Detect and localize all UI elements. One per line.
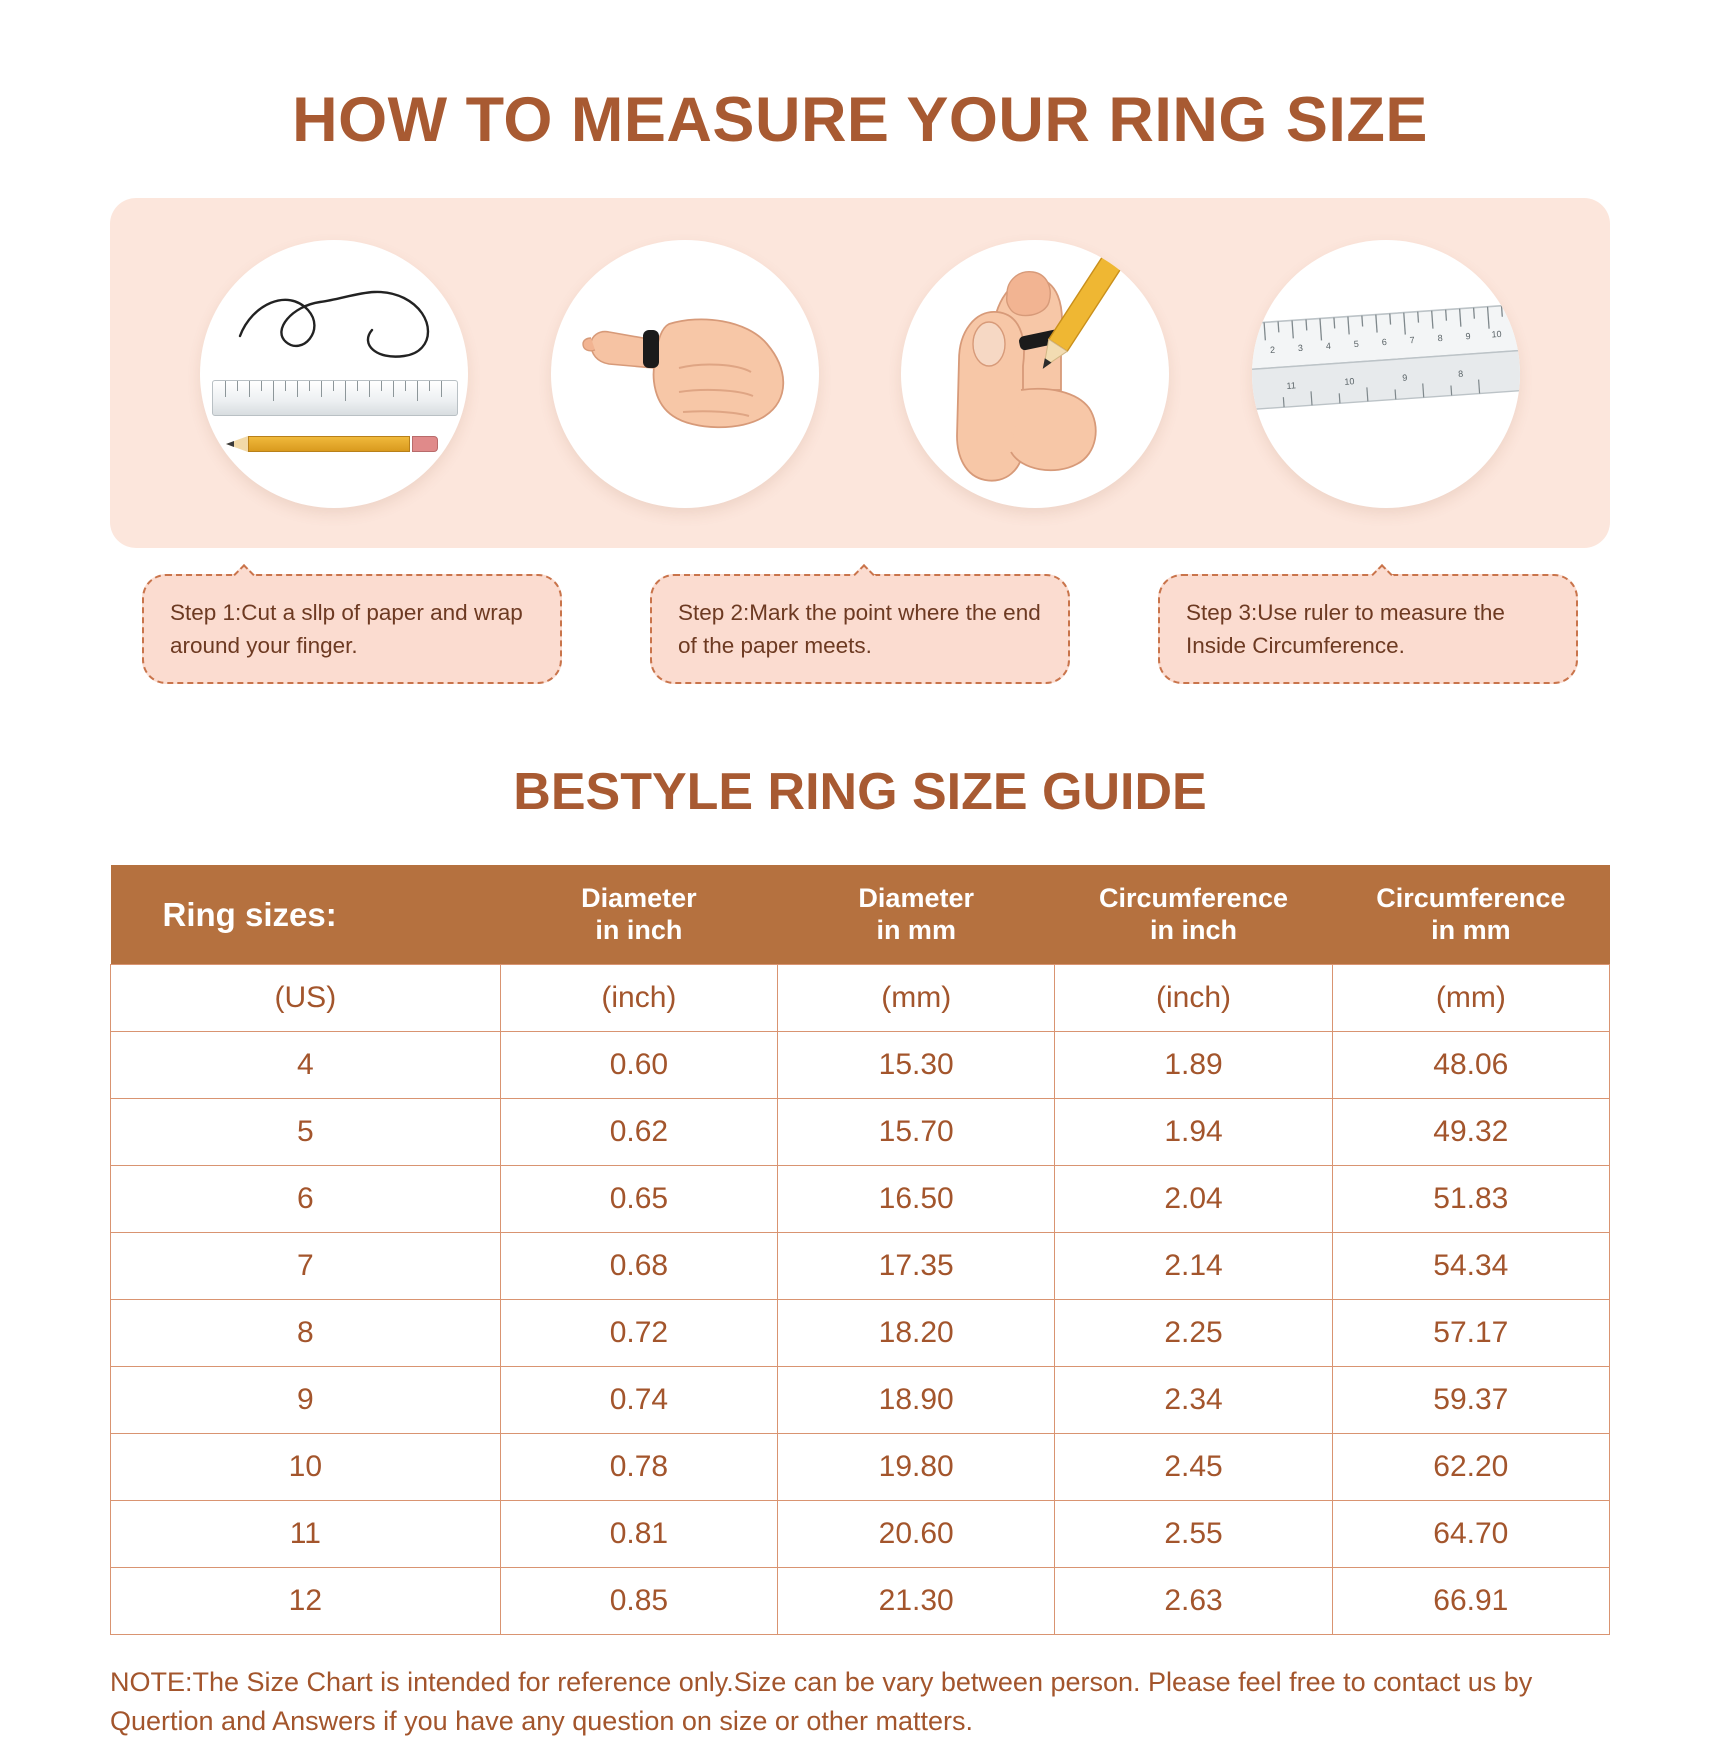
callout-pointer-icon [852, 561, 880, 577]
col-header-circumference-inch: Circumference in inch [1055, 865, 1332, 964]
step-callouts [110, 574, 1610, 685]
cell-diameter-mm: 15.30 [778, 1032, 1055, 1099]
cell-diameter-mm: 18.20 [778, 1300, 1055, 1367]
table-header [111, 865, 1610, 964]
table-row [111, 1233, 1610, 1300]
guide-title: BESTYLE RING SIZE GUIDE [513, 763, 1207, 822]
table-row [111, 1099, 1610, 1166]
cell-diameter-inch: 0.72 [500, 1300, 777, 1367]
svg-text:5: 5 [1353, 338, 1360, 349]
cell-diameter-inch: 0.68 [500, 1233, 777, 1300]
ruler-icon [1252, 240, 1520, 508]
steps-illustration-panel [110, 198, 1610, 548]
unit-mm-1: (mm) [778, 965, 1055, 1032]
paper-strip-icon [200, 240, 468, 508]
col-header-ring-sizes: Ring sizes: [111, 865, 501, 964]
cell-circumference-mm: 49.32 [1332, 1099, 1609, 1166]
cell-diameter-inch: 0.85 [500, 1568, 777, 1635]
cell-diameter-mm: 17.35 [778, 1233, 1055, 1300]
cell-circumference-inch: 2.34 [1055, 1367, 1332, 1434]
cell-size: 10 [111, 1434, 501, 1501]
svg-text:9: 9 [1465, 330, 1471, 342]
table-row [111, 1568, 1610, 1635]
cell-size: 12 [111, 1568, 501, 1635]
cell-diameter-inch: 0.74 [500, 1367, 777, 1434]
cell-diameter-mm: 18.90 [778, 1367, 1055, 1434]
cell-circumference-mm: 66.91 [1332, 1568, 1609, 1635]
svg-text:2: 2 [1269, 344, 1276, 355]
cell-diameter-inch: 0.62 [500, 1099, 777, 1166]
cell-diameter-mm: 20.60 [778, 1501, 1055, 1568]
svg-text:8: 8 [1437, 332, 1443, 344]
ring-size-table [110, 865, 1610, 1635]
cell-diameter-inch: 0.60 [500, 1032, 777, 1099]
ruler-icon [212, 380, 458, 416]
cell-circumference-mm: 57.17 [1332, 1300, 1609, 1367]
cell-circumference-mm: 51.83 [1332, 1166, 1609, 1233]
svg-text:11: 11 [1286, 380, 1297, 391]
cell-circumference-mm: 64.70 [1332, 1501, 1609, 1568]
cell-circumference-inch: 2.63 [1055, 1568, 1332, 1635]
cell-size: 11 [111, 1501, 501, 1568]
step-1-illustration [200, 240, 468, 508]
cell-circumference-inch: 2.04 [1055, 1166, 1332, 1233]
svg-text:8: 8 [1457, 368, 1464, 379]
note-text: NOTE:The Size Chart is intended for reference only.Size can be vary between person. Please feel free to contact us by Quertion and Answers if you have any question on size or other matters. [110, 1667, 1533, 1737]
cell-diameter-inch: 0.81 [500, 1501, 777, 1568]
page-title: HOW TO MEASURE YOUR RING SIZE [292, 85, 1428, 156]
table-row [111, 1032, 1610, 1099]
cell-diameter-mm: 16.50 [778, 1166, 1055, 1233]
col-header-diameter-mm: Diameter in mm [778, 865, 1055, 964]
step-2-callout [650, 574, 1070, 685]
hand-with-pencil-marking-icon [901, 240, 1169, 508]
cell-circumference-inch: 2.55 [1055, 1501, 1332, 1568]
cell-circumference-inch: 2.45 [1055, 1434, 1332, 1501]
cell-circumference-inch: 1.94 [1055, 1099, 1332, 1166]
cell-circumference-mm: 54.34 [1332, 1233, 1609, 1300]
cell-size: 7 [111, 1233, 501, 1300]
cell-diameter-inch: 0.65 [500, 1166, 777, 1233]
svg-text:10: 10 [1491, 328, 1502, 340]
step-1-callout [142, 574, 562, 685]
cell-diameter-mm: 15.70 [778, 1099, 1055, 1166]
table-row [111, 1300, 1610, 1367]
step-3-text: Step 3:Use ruler to measure the Inside Circumference. [1186, 599, 1505, 658]
unit-us: (US) [111, 965, 501, 1032]
step-illustrations [110, 198, 1610, 508]
table-row [111, 1501, 1610, 1568]
cell-size: 9 [111, 1367, 501, 1434]
cell-circumference-inch: 2.14 [1055, 1233, 1332, 1300]
cell-circumference-inch: 2.25 [1055, 1300, 1332, 1367]
cell-circumference-mm: 48.06 [1332, 1032, 1609, 1099]
svg-text:9: 9 [1401, 372, 1408, 383]
col-header-diameter-inch: Diameter in inch [500, 865, 777, 964]
svg-text:4: 4 [1325, 340, 1332, 351]
svg-text:6: 6 [1381, 336, 1388, 347]
cell-diameter-mm: 19.80 [778, 1434, 1055, 1501]
cell-size: 4 [111, 1032, 501, 1099]
step-2-text: Step 2:Mark the point where the end of the paper meets. [678, 599, 1041, 658]
svg-text:7: 7 [1409, 334, 1416, 345]
cell-size: 5 [111, 1099, 501, 1166]
callout-pointer-icon [232, 561, 260, 577]
step-3-illustration [901, 240, 1169, 508]
table-header-row [111, 865, 1610, 964]
unit-inch-2: (inch) [1055, 965, 1332, 1032]
svg-text:10: 10 [1344, 375, 1355, 387]
table-row-units [111, 965, 1610, 1032]
ring-size-guide-page [0, 42, 1720, 1762]
col-header-circumference-mm: Circumference in mm [1332, 865, 1609, 964]
cell-size: 6 [111, 1166, 501, 1233]
table-row [111, 1367, 1610, 1434]
step-1-text: Step 1:Cut a sllp of paper and wrap around your finger. [170, 599, 523, 658]
hand-pointing-with-ring-icon [551, 240, 819, 508]
cell-circumference-inch: 1.89 [1055, 1032, 1332, 1099]
svg-text:3: 3 [1297, 342, 1304, 353]
step-2-illustration [551, 240, 819, 508]
cell-size: 8 [111, 1300, 501, 1367]
step-3-callout [1158, 574, 1578, 685]
unit-inch-1: (inch) [500, 965, 777, 1032]
callout-pointer-icon [1370, 561, 1398, 577]
cell-circumference-mm: 62.20 [1332, 1434, 1609, 1501]
cell-diameter-inch: 0.78 [500, 1434, 777, 1501]
unit-mm-2: (mm) [1332, 965, 1609, 1032]
table-row [111, 1166, 1610, 1233]
table-body [111, 965, 1610, 1635]
cell-diameter-mm: 21.30 [778, 1568, 1055, 1635]
table-row [111, 1434, 1610, 1501]
pencil-icon [226, 436, 438, 452]
step-4-illustration [1252, 240, 1520, 508]
cell-circumference-mm: 59.37 [1332, 1367, 1609, 1434]
